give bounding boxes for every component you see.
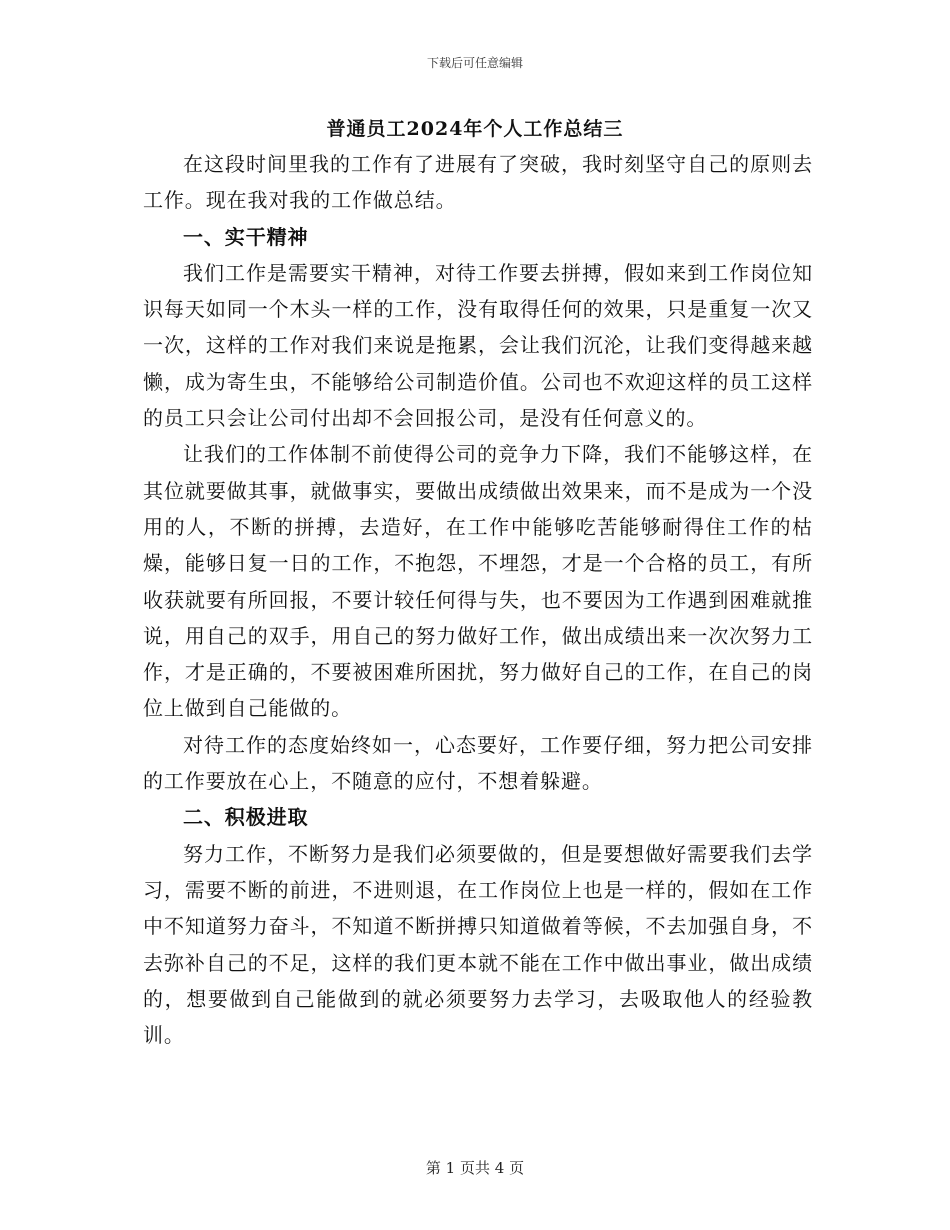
document-title: 普通员工2024年个人工作总结三	[326, 118, 624, 140]
page-footer: 第 1 页共 4 页	[425, 1159, 525, 1177]
paragraph-4: 对待工作的态度始终如一，心态要好，工作要仔细，努力把公司安排的工作要放在心上，不随意的应付，不想着躲避。	[143, 732, 813, 794]
header-note: 下载后可任意编辑	[426, 56, 523, 70]
paragraph-intro: 在这段时间里我的工作有了进展有了突破，我时刻坚守自己的原则去工作。现在我对我的工作做总结。	[143, 152, 813, 213]
section-heading-1: 一、实干精神	[183, 224, 309, 249]
paragraph-2: 我们工作是需要实干精神，对待工作要去拼搏，假如来到工作岗位知识每天如同一个木头一样的工作，没有取得任何的效果，只是重复一次又一次，这样的工作对我们来说是拖累，会让我们沉沦，让我们变得越来越懒，成为寄生虫，不能够给公司制造价值。公司也不欢迎这样的员工这样的员工只会让公司付出却不会回报公司，是没有任何意义的。	[143, 260, 813, 431]
section-heading-2: 二、积极进取	[183, 805, 309, 830]
paragraph-3: 让我们的工作体制不前使得公司的竞争力下降，我们不能够这样，在其位就要做其事，就做事实，要做出成绩做出效果来，而不是成为一个没用的人，不断的拼搏，去造好，在工作中能够吃苦能够耐得住工作的枯燥，能够日复一日的工作，不抱怨，不埋怨，才是一个合格的员工，有所收获就要有所回报，不要计较任何得与失，也不要因为工作遇到困难就推说，用自己的双手，用自己的努力做好工作，做出成绩出来一次次努力工作，才是正确的，不要被困难所困扰，努力做好自己的工作，在自己的岗位上做到自己能做的。	[143, 442, 813, 721]
paragraph-5: 努力工作，不断努力是我们必须要做的，但是要想做好需要我们去学习，需要不断的前进，不进则退，在工作岗位上也是一样的，假如在工作中不知道努力奋斗，不知道不断拼搏只知道做着等候，不去加强自身，不去弥补自己的不足，这样的我们更本就不能在工作中做出事业，做出成绩的，想要做到自己能做到的就必须要努力去学习，去吸取他人的经验教训。	[143, 841, 813, 1048]
document-body	[143, 146, 813, 1053]
